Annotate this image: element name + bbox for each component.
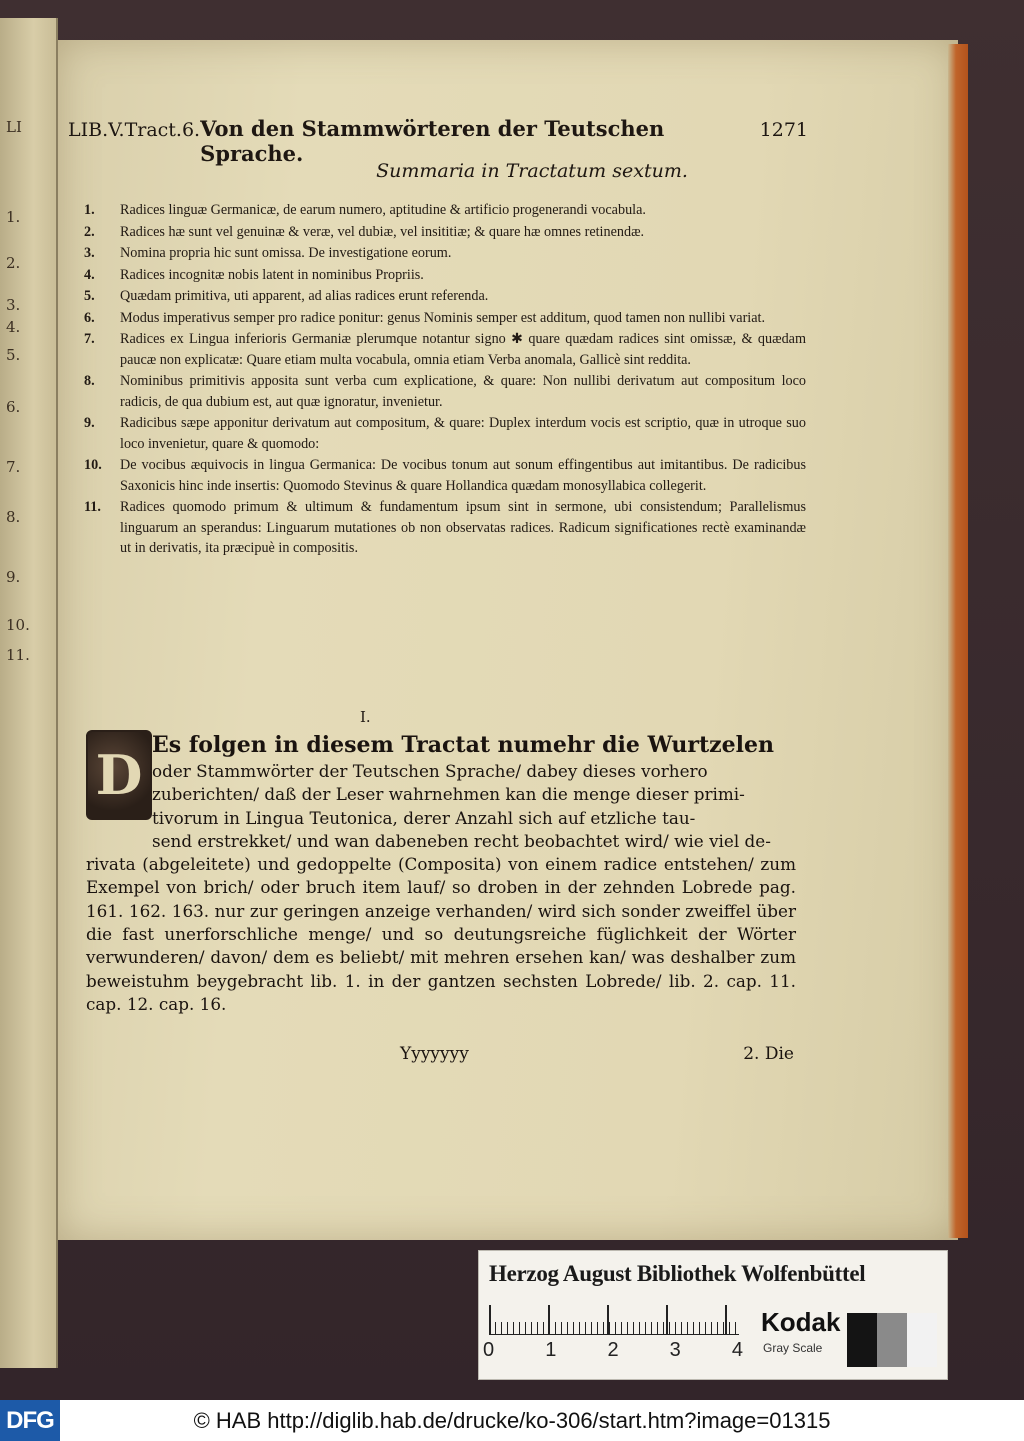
item-number: 6. [84,309,95,326]
facing-page-edge [0,18,58,1368]
facing-page-fragment: LI [6,118,22,136]
ruler-major-ticks [489,1305,739,1335]
kodak-brand: Kodak [761,1307,841,1337]
list-item [84,455,806,496]
body-line: Es folgen in diesem Tractat numehr die Wurtzelen [152,732,774,758]
facing-page-fragment: 2. [6,254,21,272]
list-item [84,200,806,221]
facing-page-fragment: 8. [6,508,21,526]
item-text: Radices linguæ Germanicæ, de earum numero, aptitudine & artificio progenerandi vocabula. [120,202,646,218]
body-line: send erstrekket/ und wan dabeneben recht beobachtet wird/ wie viel de- [152,830,771,851]
list-item [84,371,806,412]
list-item [84,286,806,307]
running-title: Von den Stammwörteren der Teutschen Sprache. [200,116,665,166]
item-text: De vocibus æquivocis in lingua Germanica: De vocibus tonum aut sonum effingentibus aut imitantibus. De radicibus Saxonicis hinc inde insertis: Quomodo Stevinus & quare Hollandica quædam monosyllabica collegerit. [120,457,806,494]
item-number: 8. [84,373,95,389]
item-text: Modus imperativus semper pro radice ponitur: genus Nominis semper est additum, quod tamen non nullibi variat. [120,309,766,326]
list-item [84,308,806,329]
item-number: 3. [84,245,95,261]
book-reference: LIB.V.Tract.6. [68,119,201,141]
gray-scale-label: Gray Scale [763,1341,823,1355]
page-header [68,116,808,166]
summary-title: Summaria in Tractatum sextum. [376,160,688,182]
item-number: 4. [84,266,95,283]
item-number: 2. [84,223,95,240]
list-item [84,329,806,370]
swatch-white [907,1313,937,1367]
item-number: 9. [84,415,95,431]
body-line: tivorum in Lingua Teutonica, derer Anzahl sich auf etzliche tau- [152,807,696,828]
list-item [84,413,806,454]
ruler-number: 3 [669,1339,681,1361]
ruler-number: 1 [545,1339,557,1361]
body-line: oder Stammwörter der Teutschen Sprache/ dabey dieses vorhero [152,761,708,781]
facing-page-fragment: 5. [6,346,21,364]
library-label [478,1250,948,1380]
list-item [84,222,806,243]
library-name: Herzog August Bibliothek Wolfenbüttel [489,1261,866,1286]
copyright-link[interactable]: © HAB http://diglib.hab.de/drucke/ko-306/start.htm?image=01315 [193,1407,831,1433]
page-number: 1271 [759,119,808,141]
item-text: Nominibus primitivis apposita sunt verba cum explicatione, & quare: Non nullibi derivatum aut compositum loco radicis, de qua dubium est, aut quæ ignoratur, invenietur. [120,373,806,410]
facing-page-fragment: 9. [6,568,21,586]
facing-page-fragment: 3. [6,296,21,314]
facing-page-fragment: 4. [6,318,21,336]
item-number: 7. [84,331,95,347]
ruler-number: 4 [731,1339,743,1361]
ruler-number: 0 [483,1339,495,1361]
body-line: zuberichten/ daß der Leser wahrnehmen kan die menge dieser primi- [152,784,745,805]
signature-mark: Yyyyyyy [400,1044,469,1064]
item-number: 11. [84,499,101,515]
facing-page-fragment: 1. [6,208,21,226]
item-number: 1. [84,202,95,218]
body-text [86,730,796,1016]
list-item [84,243,806,264]
summary-list [84,200,806,560]
item-text: Radices incognitæ nobis latent in nominibus Propriis. [120,266,424,283]
item-text: Radices hæ sunt vel genuinæ & veræ, vel dubiæ, vel insititiæ; & quare hæ omnes retinendæ. [120,223,645,240]
list-item [84,497,806,559]
swatch-gray [877,1313,907,1367]
ruler-number: 2 [607,1339,619,1361]
footer-bar [0,1400,1024,1441]
facing-page-fragment: 7. [6,458,21,476]
gray-scale-swatches [847,1313,937,1367]
page-footer-catchwords [400,1044,794,1064]
ruler-numbers [483,1339,743,1362]
facing-page-fragment: 11. [6,646,30,664]
item-text: Quædam primitiva, uti apparent, ad alias radices erunt referenda. [120,288,489,304]
facing-page-fragment: 6. [6,398,21,416]
item-text: Nomina propria hic sunt omissa. De investigatione eorum. [120,245,452,261]
item-number: 10. [84,457,102,473]
swatch-black [847,1313,877,1367]
item-text: Radicibus sæpe apponitur derivatum aut compositum, & quare: Duplex interdum vocis est scriptio, quæ in utroque suo loco invenietur, quare & quomodo: [120,415,806,452]
section-number: I. [360,708,371,726]
catchword: 2. Die [743,1044,794,1064]
item-text: Radices quomodo primum & ultimum & fundamentum ipsum sint in sermone, ubi consistendum; Parallelismus linguarum an sperandus: Linguarum mutationes ob non observatas radices. Radicum significationes rectè examinandæ ut in derivatis, ita præcipuè in compositis. [120,499,806,556]
item-number: 5. [84,288,95,304]
facing-page-fragment: 10. [6,616,30,634]
page-edge [948,44,968,1238]
list-item [84,265,806,286]
item-text: Radices ex Lingua inferioris Germaniæ plerumque notantur signo ✱ quare quædam radices sint omissæ, & quædam paucæ non explicatæ: Quare etiam multa vocabula, omnia etiam Verba anomala, Gallicè sint reddita. [120,331,806,368]
dfg-logo[interactable]: DFG [0,1400,60,1441]
body-paragraph: rivata (abgeleitete) und gedoppelte (Composita) von einem radice entstehen/ zum Exempel von brich/ oder bruch item lauf/ so droben in der zehnden Lobrede pag. 161. 162. 163. nur zur geringen anzeige verhanden/ wird sich sonder zweiffel über die fast unerforschliche menge/ und so deutungsreiche füglichkeit der Wörter verwunderen/ davon/ dem es beliebt/ mit mehren ersehen kan/ was deshalber zum beweistuhm beygebracht lib. 1. in der gantzen sechsten Lobrede/ lib. 2. cap. 11. cap. 12. cap. 16. [86,854,796,1014]
decorated-initial: D [86,730,152,820]
